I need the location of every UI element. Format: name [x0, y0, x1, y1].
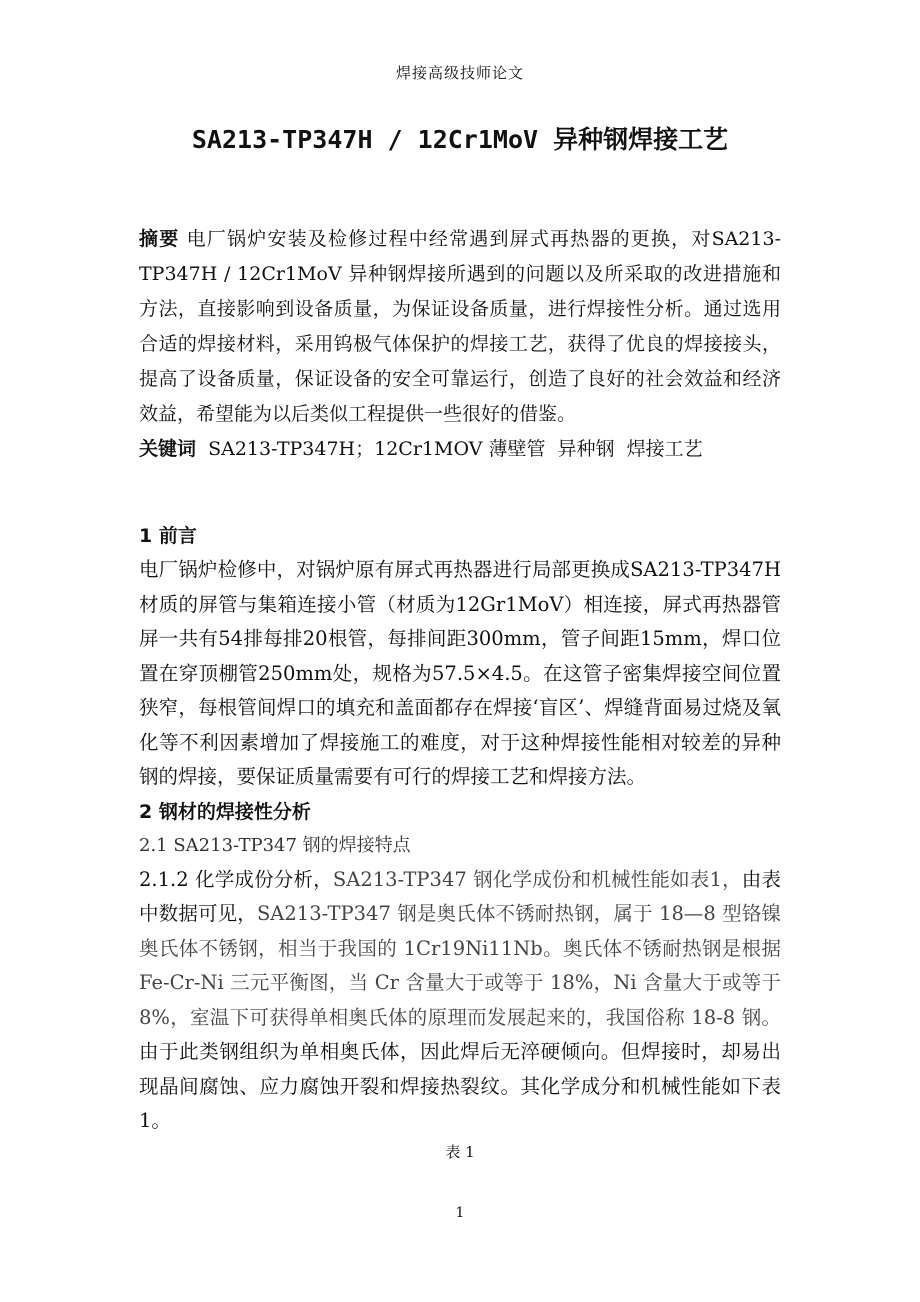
- section-2-text-b: SA213-TP347 钢是奥氏体不锈耐热钢，属于 18—8 型铬镍奥氏体不锈钢，相当于我国的 1Cr19Ni11Nb。奥氏体不锈耐热钢是根据 Fe-Cr-Ni 三元平衡图，当 Cr 含量大于或等于 18%，Ni 含量大于或等于 8%，室温下可获得单相奥氏体的原理而发展起来的，我国俗称 18-8 钢。: [139, 902, 781, 1029]
- section-2-text-a: 由表中数据可见，: [139, 867, 781, 925]
- table-caption: 表 1: [445, 1142, 475, 1161]
- abstract-text: 电厂锅炉安装及检修过程中经常遇到屏式再热器的更换，对SA213-TP347H / 12Cr1MoV 异种钢焊接所遇到的问题以及所采取的改进措施和方法，直接影响到设备质量，为保证设备质量，进行焊接性分析。通过选用合适的焊接材料，采用钨极气体保护的焊接工艺，获得了优良的焊接接头，提高了设备质量，保证设备的安全可靠运行，创造了良好的社会效益和经济效益，希望能为以后类似工程提供一些很好的借鉴。: [139, 228, 781, 425]
- section-1-paragraph: 电厂锅炉检修中，对锅炉原有屏式再热器进行局部更换成SA213-TP347H材质的屏管与集箱连接小管（材质为12Gr1MoV）相连接，屏式再热器管屏一共有54排每排20根管，每排间距300mm，管子间距15mm，焊口位置在穿顶棚管250mm处，规格为57.5×4.5。在这管子密集焊接空间位置狭窄，每根管间焊口的填充和盖面都存在焊接‘盲区’、焊缝背面易过烧及氧化等不利因素增加了焊接施工的难度，对于这种焊接性能相对较差的异种钢的焊接，要保证质量需要有可行的焊接工艺和焊接方法。: [139, 558, 781, 788]
- section-1-heading: 1 前言: [139, 525, 197, 547]
- subsection-2-1-heading: 2.1 SA213-TP347 钢的焊接特点: [139, 834, 411, 856]
- abstract-paragraph: [139, 222, 781, 432]
- page-number: 1: [455, 1205, 465, 1221]
- keywords-line: [139, 432, 781, 467]
- main-body: [139, 519, 781, 1162]
- keywords-label: 关键词: [139, 438, 197, 460]
- abstract-block: [139, 222, 781, 467]
- section-2-heading: 2 钢材的焊接性分析: [139, 800, 311, 823]
- subsection-2-1-2-label: 2.1.2 化学成份分析，: [139, 867, 333, 891]
- subsection-2-1-2-line: [139, 863, 781, 1139]
- page-header: 焊接高级技师论文: [395, 64, 524, 82]
- subsection-2-1-2-text: SA213-TP347 钢化学成份和机械性能如表1，: [332, 867, 742, 891]
- keywords-text: SA213-TP347H；12Cr1MOV 薄壁管 异种钢 焊接工艺: [196, 438, 703, 460]
- abstract-label: 摘要: [139, 228, 180, 250]
- section-2-text-c: 由于此类钢组织为单相奥氏体，因此焊后无淬硬倾向。但焊接时，却易出现晶间腐蚀、应力腐蚀开裂和焊接热裂纹。其化学成分和机械性能如下表1。: [139, 1040, 781, 1132]
- document-title: SA213-TP347H / 12Cr1MoV 异种钢焊接工艺: [191, 125, 729, 154]
